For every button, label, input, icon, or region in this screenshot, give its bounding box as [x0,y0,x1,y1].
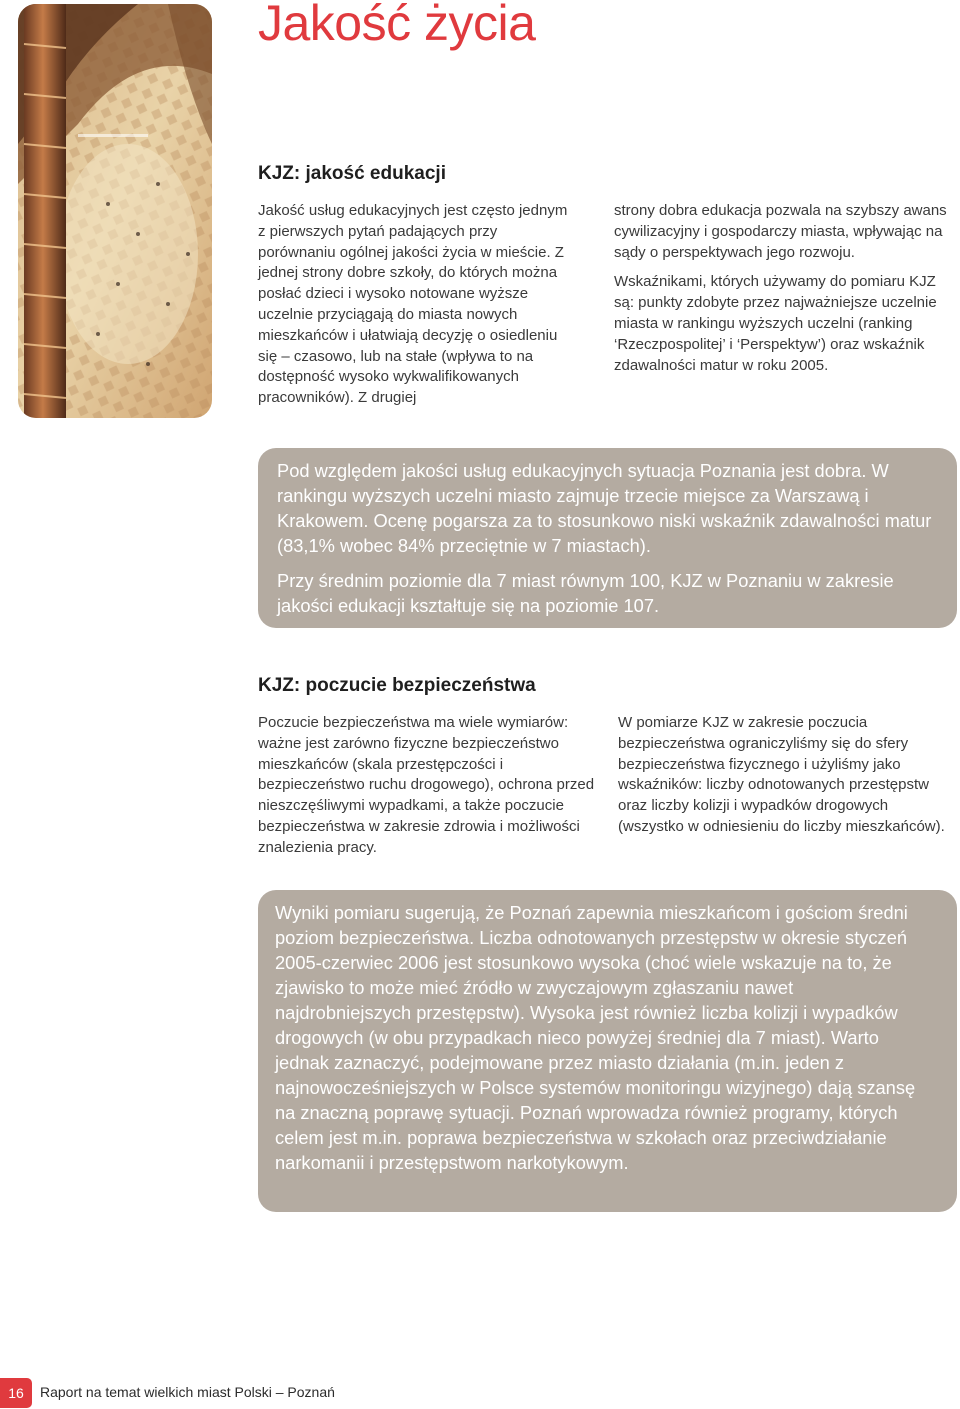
mall-interior-image [18,4,212,418]
safety-paragraph-2: W pomiarze KJZ w zakresie poczucia bezpieczeństwa ograniczyliśmy się do sfery bezpieczeństwa fizycznego i użyliśmy jako wskaźników: liczby odnotowanych przestępstw oraz liczby kolizji i wypadków drogowych (wszystko w odniesieniu do liczby mieszkańców). [618,714,945,835]
safety-paragraph-1: Poczucie bezpieczeństwa ma wiele wymiarów: ważne jest zarówno fizyczne bezpieczeństwo mieszkańców (skala przestępczości i bezpieczeństwo ruchu drogowego), ochrona przed nieszczęśliwymi wypadkami, a także poczucie bezpieczeństwa w zakresie zdrowia i możliwości znalezienia pracy. [258,714,595,856]
safety-column-1 [258,713,603,868]
education-paragraph-2: strony dobra edukacja pozwala na szybszy awans cywilizacyjny i gospodarczy miasta, wpływając na sądy o perspektywach jego rozwoju. [614,202,947,261]
page-title: Jakość życia [258,0,536,51]
education-summary-text: Pod względem jakości usług edukacyjnych sytuacja Poznania jest dobra. W rankingu wyższych uczelni miasto zajmuje trzecie miejsce za Warszawą i Krakowem. Ocenę pogarsza za to stosunkowo niski wskaźnik zdawalności matur (83,1% wobec 84% przeciętnie w 7 miastach). [277,460,932,556]
safety-summary-callout [258,890,957,1212]
safety-heading: KJZ: poczucie bezpieczeństwa [258,675,536,696]
education-column-1 [258,201,576,418]
footer-report-title: Raport na temat wielkich miast Polski – Poznań [40,1384,335,1400]
page-footer [0,1378,960,1408]
page-number: 16 [0,1378,32,1408]
education-paragraph-3: Wskaźnikami, których używamy do pomiaru KJZ są: punkty zdobyte przez najważniejsze uczelnie miasta w rankingu wyższych uczelni (ranking ‘Rzeczpospolitej’ i ‘Perspektyw’) oraz wskaźnik zdawalności matur w roku 2005. [614,273,937,374]
shopping-mall-atrium-photo [18,4,212,418]
education-index-text: Przy średnim poziomie dla 7 miast równym 100, KJZ w Poznaniu w zakresie jakości edukacji kształtuje się na poziomie 107. [277,570,894,616]
education-column-2 [614,201,954,385]
safety-column-2 [618,713,956,847]
safety-summary-text: Wyniki pomiaru sugerują, że Poznań zapewnia mieszkańcom i gościom średni poziom bezpieczeństwa. Liczba odnotowanych przestępstw w okresie styczeń 2005-czerwiec 2006 jest stosunkowo wysoka (choć wiele wskazuje na to, że zjawisko to może mieć źródło w zwyczajowym zgłaszaniu nawet najdrobniejszych przestępstw). Wysoka jest również liczba kolizji i wypadków drogowych (w obu przypadkach nieco powyżej średniej dla 7 miast). Warto jednak zaznaczyć, podejmowane przez miasto działania (m.in. jeden z najnowocześniejszych w Polsce systemów monitoringu wizyjnego) dają szansę na znaczną poprawę sytuacji. Poznań wprowadza również programy, których celem jest m.in. poprawa bezpieczeństwa w szkołach oraz przeciwdziałanie narkomanii i przestępstwom narkotykowym. [275,902,916,1173]
education-heading: KJZ: jakość edukacji [258,163,446,184]
education-paragraph-1: Jakość usług edukacyjnych jest często jednym z pierwszych pytań padających przy porównaniu ogólnej jakości życia w mieście. Z jednej strony dobre szkoły, do których można posłać dzieci i wysoko notowane wyższe uczelnie przyciągają do miasta nowych mieszkańców i ułatwiają decyzję o osiedleniu się – czasowo, lub na stałe (wpływa to na dostępność wysoko wykwalifikowanych pracowników). Z drugiej [258,202,568,407]
education-summary-callout [258,448,957,628]
